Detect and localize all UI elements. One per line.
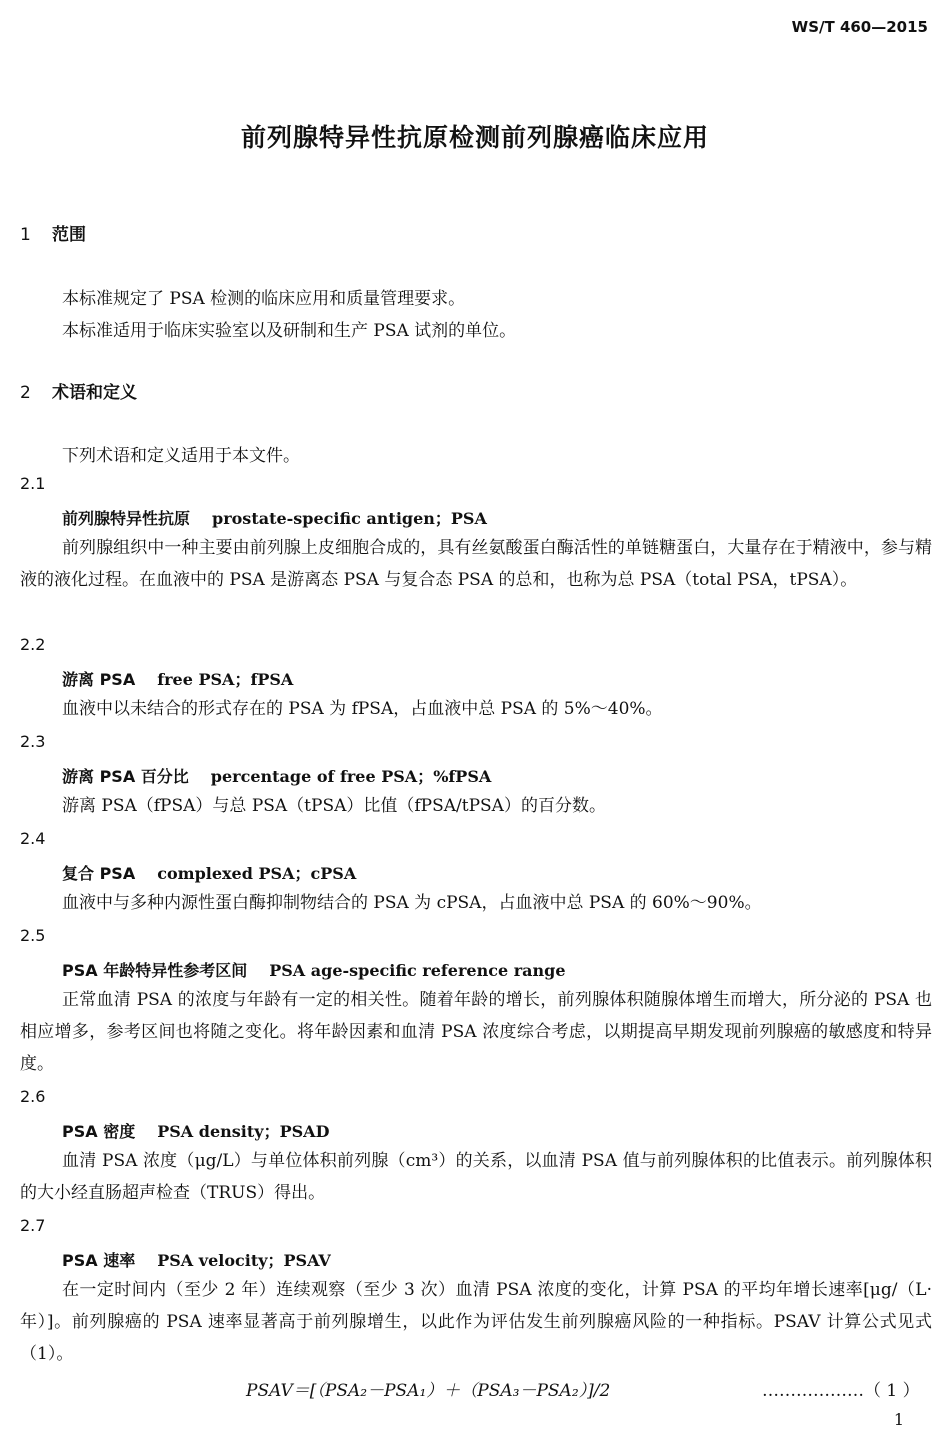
term-zh: 复合 PSA: [62, 864, 136, 883]
clause-number: 2.6: [20, 1087, 46, 1106]
term-heading: [62, 1119, 329, 1142]
term-zh: 前列腺特异性抗原: [62, 509, 191, 528]
term-en: complexed PSA；cPSA: [157, 864, 357, 883]
clause-number: 2.4: [20, 829, 46, 848]
term-heading: [62, 958, 566, 981]
term-heading: [62, 667, 293, 690]
clause-number: 2.7: [20, 1216, 46, 1235]
term-definition: 游离 PSA（fPSA）与总 PSA（tPSA）比值（fPSA/tPSA）的百分数。: [62, 796, 606, 816]
term-zh: PSA 密度: [62, 1122, 136, 1141]
page-number: 1: [893, 1410, 904, 1429]
section-title: 术语和定义: [52, 383, 137, 403]
document-title: 前列腺特异性抗原检测前列腺癌临床应用: [240, 123, 709, 152]
clause-number: 2.5: [20, 926, 46, 945]
term-definition: 血清 PSA 浓度（μg/L）与单位体积前列腺（cm³）的关系，以血清 PSA 值与前列腺体积的比值表示。前列腺体积的大小经直肠超声检查（TRUS）得出。: [20, 1151, 932, 1203]
term-en: prostate-specific antigen；PSA: [212, 509, 487, 528]
term-zh: 游离 PSA 百分比: [62, 767, 189, 786]
section-number: 2: [20, 383, 31, 403]
paragraph: 下列术语和定义适用于本文件。: [62, 446, 300, 466]
formula: PSAV＝[（PSA₂－PSA₁）＋（PSA₃－PSA₂）]/2: [246, 1381, 611, 1401]
term-heading: [62, 1248, 331, 1271]
term-heading: [62, 861, 356, 884]
standard-number: WS/T 460—2015: [791, 18, 928, 36]
section-1-heading: [20, 220, 86, 245]
term-heading: [62, 764, 491, 787]
term-zh: 游离 PSA: [62, 670, 136, 689]
term-definition: 血液中以未结合的形式存在的 PSA 为 fPSA，占血液中总 PSA 的 5%～40%。: [62, 699, 663, 719]
term-en: free PSA；fPSA: [157, 670, 294, 689]
section-title: 范围: [52, 225, 86, 245]
term-zh: PSA 速率: [62, 1251, 136, 1270]
term-heading: [62, 506, 487, 529]
term-en: percentage of free PSA；%fPSA: [210, 767, 492, 786]
clause-number: 2.3: [20, 732, 46, 751]
section-2-heading: [20, 378, 137, 403]
paragraph: 本标准规定了 PSA 检测的临床应用和质量管理要求。: [62, 289, 466, 309]
section-number: 1: [20, 225, 31, 245]
paragraph: 本标准适用于临床实验室以及研制和生产 PSA 试剂的单位。: [62, 321, 517, 341]
term-en: PSA age-specific reference range: [269, 961, 566, 980]
clause-number: 2.2: [20, 635, 46, 654]
term-definition: 在一定时间内（至少 2 年）连续观察（至少 3 次）血清 PSA 浓度的变化，计算 PSA 的平均年增长速率[μg/（L·年）]。前列腺癌的 PSA 速率显著高于前列腺增生，以此作为评估发生前列腺癌风险的一种指标。PSAV 计算公式见式（1）。: [20, 1280, 932, 1364]
term-definition: 血液中与多种内源性蛋白酶抑制物结合的 PSA 为 cPSA，占血液中总 PSA 的 60%～90%。: [62, 893, 762, 913]
formula-number: ………………（ 1 ）: [762, 1381, 920, 1401]
clause-number: 2.1: [20, 474, 46, 493]
term-en: PSA density；PSAD: [157, 1122, 330, 1141]
term-definition: 正常血清 PSA 的浓度与年龄有一定的相关性。随着年龄的增长，前列腺体积随腺体增生而增大，所分泌的 PSA 也相应增多，参考区间也将随之变化。将年龄因素和血清 PSA 浓度综合考虑，以期提高早期发现前列腺癌的敏感度和特异度。: [20, 990, 932, 1074]
term-en: PSA velocity；PSAV: [157, 1251, 331, 1270]
term-definition: 前列腺组织中一种主要由前列腺上皮细胞合成的，具有丝氨酸蛋白酶活性的单链糖蛋白，大量存在于精液中，参与精液的液化过程。在血液中的 PSA 是游离态 PSA 与复合态 PSA 的总和，也称为总 PSA（total PSA，tPSA）。: [20, 538, 932, 590]
term-zh: PSA 年龄特异性参考区间: [62, 961, 248, 980]
